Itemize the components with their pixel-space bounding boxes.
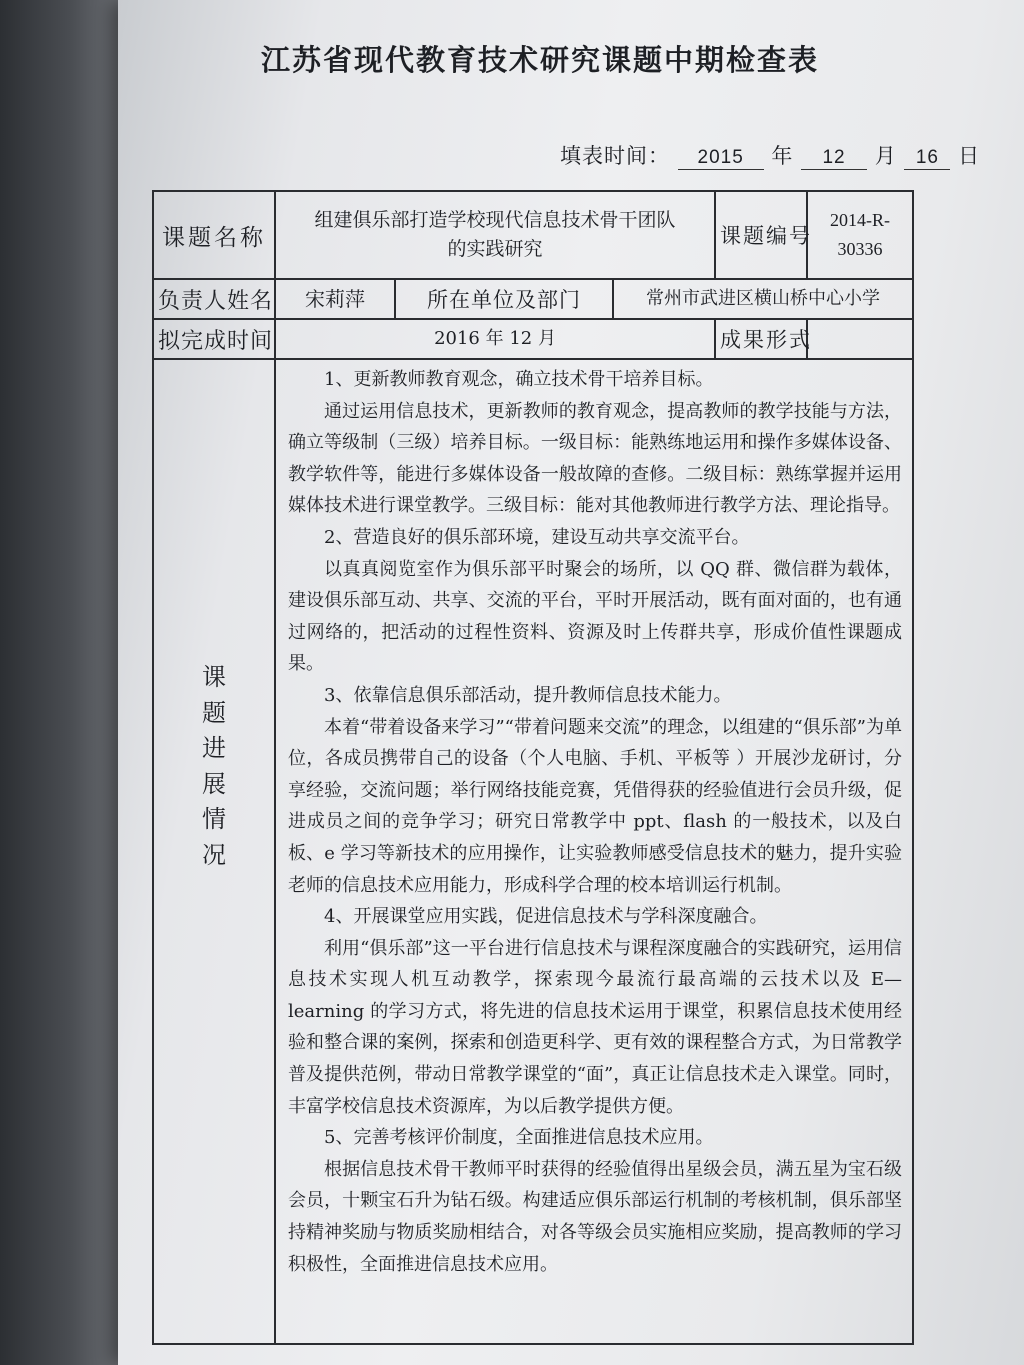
- background-edge: [0, 0, 118, 1365]
- progress-paragraph-4: 利用“俱乐部”这一平台进行信息技术与课程深度融合的实践研究，运用信息技术实现人机互动教学，探索现今最流行最高端的云技术以及 E—learning 的学习方式，将先进的信息技术运用于课堂，积累信息技术使用经验和整合课的案例，探索和创造更科学、更有效的课程整合方式，为日常教学普及提供范例，带动日常教学课堂的“面”，真正让信息技术走入课堂。同时，丰富学校信息技术资源库，为以后教学提供方便。: [288, 937, 903, 1117]
- result-form-label: 成果形式: [715, 319, 807, 359]
- progress-paragraph-3: 本着“带着设备来学习”“带着问题来交流”的理念，以组建的“俱乐部”为单位，各成员携带自己的设备（个人电脑、手机、平板等 ）开展沙龙研讨，分享经验，交流问题；举行网络技能竞赛，凭借得获的经验值进行会员升级，促进成员之间的竞争学习；研究日常教学中 ppt、flash 的一般技术，以及白板、e 学习等新技术的应用操作，让实验教师感受信息技术的魅力，提升实验老师的信息技术应用能力，形成科学合理的校本培训运行机制。: [288, 716, 903, 896]
- finish-row: [153, 319, 913, 359]
- progress-heading-2: 2、营造良好的俱乐部环境，建设互动共享交流平台。: [324, 526, 750, 548]
- progress-content: [275, 359, 913, 1344]
- progress-paragraph-2: 以真真阅览室作为俱乐部平时聚会的场所，以 QQ 群、微信群为载体，建设俱乐部互动、共享、交流的平台，平时开展活动，既有面对面的，也有通过网络的，把活动的过程性资料、资源及时上传群共享，形成价值性课题成果。: [288, 558, 903, 675]
- progress-heading-5: 5、完善考核评价制度，全面推进信息技术应用。: [324, 1127, 714, 1149]
- unit-value: 常州市武进区横山桥中心小学: [613, 279, 913, 319]
- fill-date-month: 12: [801, 147, 867, 170]
- progress-paragraph-5: 根据信息技术骨干教师平时获得的经验值得出星级会员，满五星为宝石级会员，十颗宝石升为钻石级。构建适应俱乐部运行机制的考核机制，俱乐部坚持精神奖励与物质奖励相结合，对各等级会员实施相应奖励，提高教师的学习积极性，全面推进信息技术应用。: [288, 1158, 903, 1275]
- result-form-value: [807, 319, 913, 359]
- leader-label: 负责人姓名: [153, 279, 275, 319]
- topic-code-label: 课题编号: [715, 191, 807, 279]
- leader-row: [153, 279, 913, 319]
- fill-date-year-unit: 年: [771, 144, 794, 168]
- topic-name-line2: 的实践研究: [447, 238, 543, 260]
- progress-heading-3: 3、依靠信息俱乐部活动，提升教师信息技术能力。: [324, 684, 732, 706]
- fill-date-day-unit: 日: [958, 144, 981, 168]
- check-form-table: [152, 190, 914, 1345]
- fill-date: [560, 140, 980, 170]
- finish-time-value: 2016 年 12 月: [275, 319, 715, 359]
- progress-heading-4: 4、开展课堂应用实践，促进信息技术与学科深度融合。: [324, 906, 768, 928]
- fill-date-year: 2015: [678, 147, 764, 170]
- topic-code-line1: 2014-R-: [830, 210, 891, 231]
- unit-label: 所在单位及部门: [395, 279, 613, 319]
- fill-date-label: 填表时间：: [560, 144, 670, 168]
- topic-name-line1: 组建俱乐部打造学校现代信息技术骨干团队: [314, 208, 676, 231]
- finish-time-label: 拟完成时间: [153, 319, 275, 359]
- progress-heading-1: 1、更新教师教育观念，确立技术骨干培养目标。: [324, 369, 714, 390]
- topic-code-value: [807, 191, 913, 279]
- progress-label: 课 题 进 展 情 况: [153, 359, 275, 1344]
- topic-name-value: [275, 191, 715, 279]
- leader-value: 宋莉萍: [275, 279, 395, 319]
- topic-code-line2: 30336: [837, 239, 883, 259]
- fill-date-month-unit: 月: [874, 144, 897, 168]
- fill-date-day: 16: [904, 147, 950, 170]
- topic-name-label: 课题名称: [153, 191, 275, 279]
- progress-paragraph-1: 通过运用信息技术，更新教师的教育观念，提高教师的教学技能与方法，确立等级制（三级）培养目标。一级目标：能熟练地运用和操作多媒体设备、教学软件等，能进行多媒体设备一般故障的查修。二级目标：熟练掌握并运用媒体技术进行课堂教学。三级目标：能对其他教师进行教学方法、理论指导。: [288, 400, 903, 517]
- progress-row: [153, 359, 913, 1344]
- page-title: 江苏省现代教育技术研究课题中期检查表: [260, 43, 819, 77]
- topic-row: [153, 191, 913, 279]
